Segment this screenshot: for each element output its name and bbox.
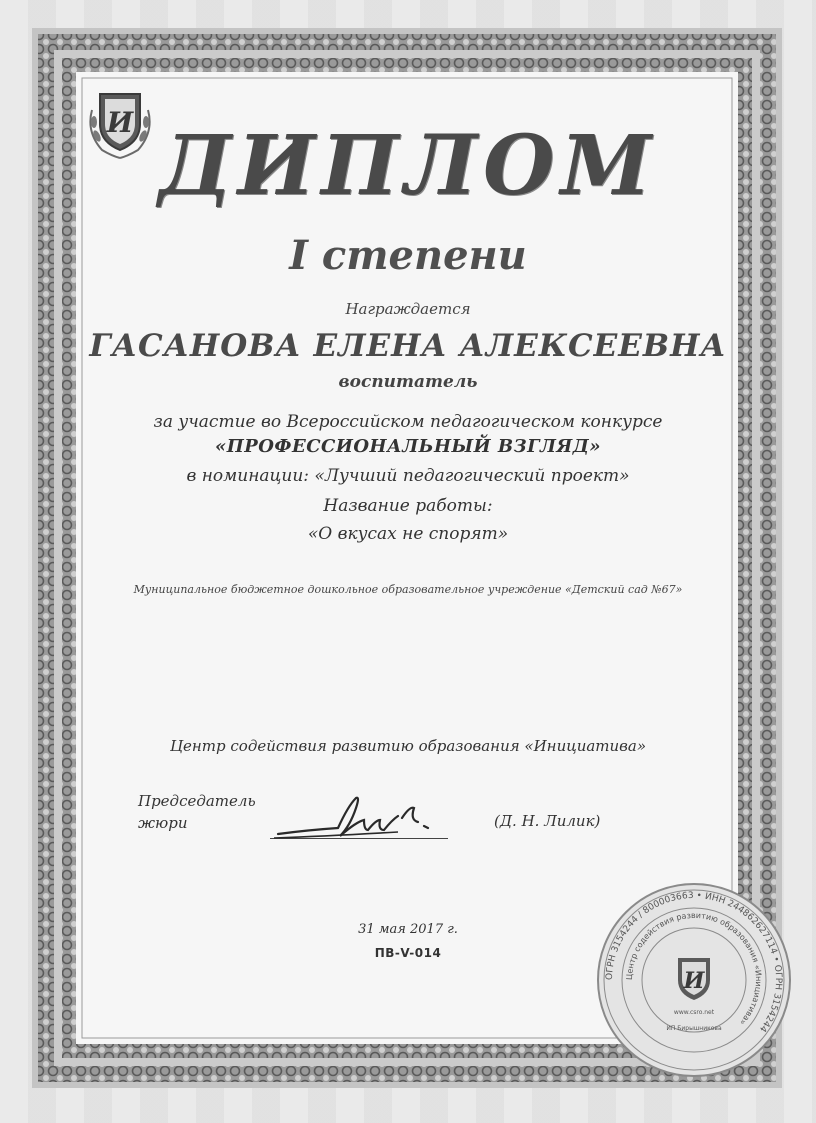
round-seal-icon <box>594 880 794 1080</box>
diploma-code: ПВ-V-014 <box>374 946 442 960</box>
jury-chair-label-line1: Председатель <box>138 792 256 810</box>
seal-letter: И <box>683 968 705 994</box>
seal-owner: ИП Бирышникова <box>666 1025 722 1032</box>
participation-text: за участие во Всероссийском педагогическом конкурсе <box>153 412 663 432</box>
signature-icon <box>268 786 448 846</box>
contest-name: «ПРОФЕССИОНАЛЬНЫЙ ВЗГЛЯД» <box>214 436 602 457</box>
jury-chair-label-line2: жюри <box>138 814 188 832</box>
issue-date: 31 мая 2017 г. <box>358 922 458 937</box>
recipient-name: ГАСАНОВА ЕЛЕНА АЛЕКСЕЕВНА <box>89 328 727 364</box>
seal-outer-text: ОГРН 3154244 / 800003663 • ИНН 244862627114 • ОГРН 3154244 <box>604 890 784 1034</box>
logo-letter: И <box>106 106 134 139</box>
organizer-name: Центр содействия развитию образования «Инициатива» <box>169 737 647 755</box>
diploma-title: ДИПЛОМ <box>158 118 658 214</box>
awarded-label: Награждается <box>345 300 471 318</box>
seal-site: www.csro.net <box>673 1009 715 1016</box>
nomination-text: в номинации: «Лучший педагогический проект» <box>186 466 630 486</box>
jury-chair-label <box>138 790 256 834</box>
recipient-position: воспитатель <box>338 372 478 392</box>
work-title-label: Название работы: <box>323 496 493 516</box>
work-title: «О вкусах не спорят» <box>307 524 509 544</box>
jury-chair-name: (Д. Н. Лилик) <box>494 812 601 830</box>
diploma-degree: I степени <box>289 232 527 279</box>
institution-name: Муниципальное бюджетное дошкольное образовательное учреждение «Детский сад №67» <box>133 583 683 596</box>
seal-inner-text: Центр содействия развитию образования «Инициатива» <box>624 910 764 1027</box>
